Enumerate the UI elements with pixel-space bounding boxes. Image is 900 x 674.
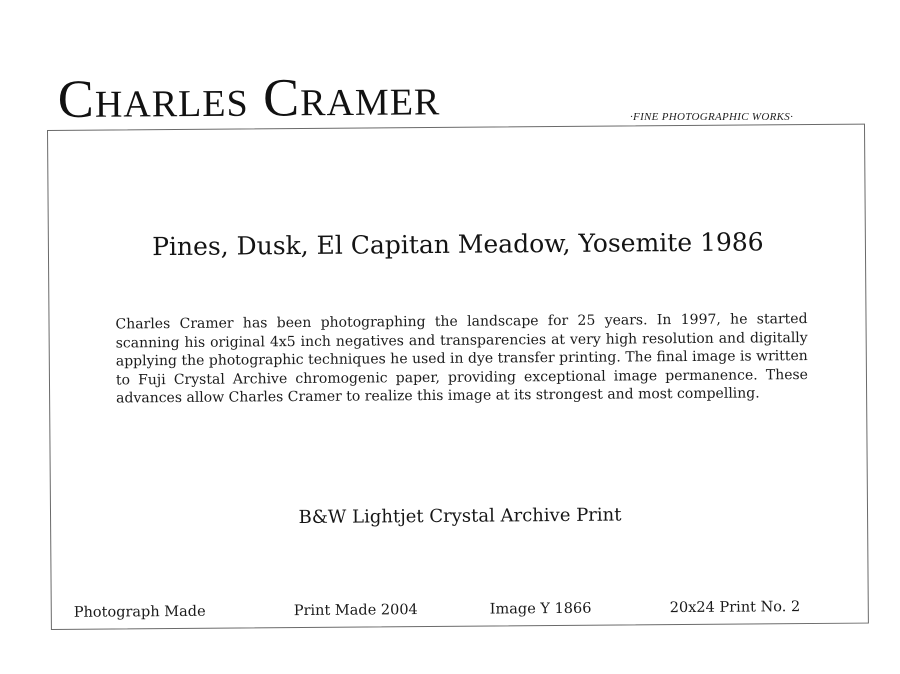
print-made-label: Print Made 2004 bbox=[293, 602, 418, 620]
photograph-title: Pines, Dusk, El Capitan Meadow, Yosemite 1986 bbox=[152, 227, 764, 262]
description-paragraph: Charles Cramer has been photographing the landscape for 25 years. In 1997, he started scanning his original 4x5 inch negatives and transparencies at very high resolution and digitally applying the photographic techniques he used in dye transfer printing. The final image is written to Fuji Crystal Archive chromogenic paper, providing exceptional image permanence. These advances allow Charles Cramer to realize this image at its strongest and most compelling. bbox=[115, 311, 809, 407]
photographer-name-heading: Charles Cramer bbox=[57, 66, 441, 129]
image-number-label: Image Y 1866 bbox=[489, 600, 592, 618]
tagline: ·FINE PHOTOGRAPHIC WORKS· bbox=[630, 111, 794, 123]
photograph-made-label: Photograph Made bbox=[73, 603, 206, 621]
certificate-frame bbox=[47, 124, 869, 630]
print-size-number-label: 20x24 Print No. 2 bbox=[669, 599, 801, 617]
print-type-label: B&W Lightjet Crystal Archive Print bbox=[298, 504, 622, 529]
